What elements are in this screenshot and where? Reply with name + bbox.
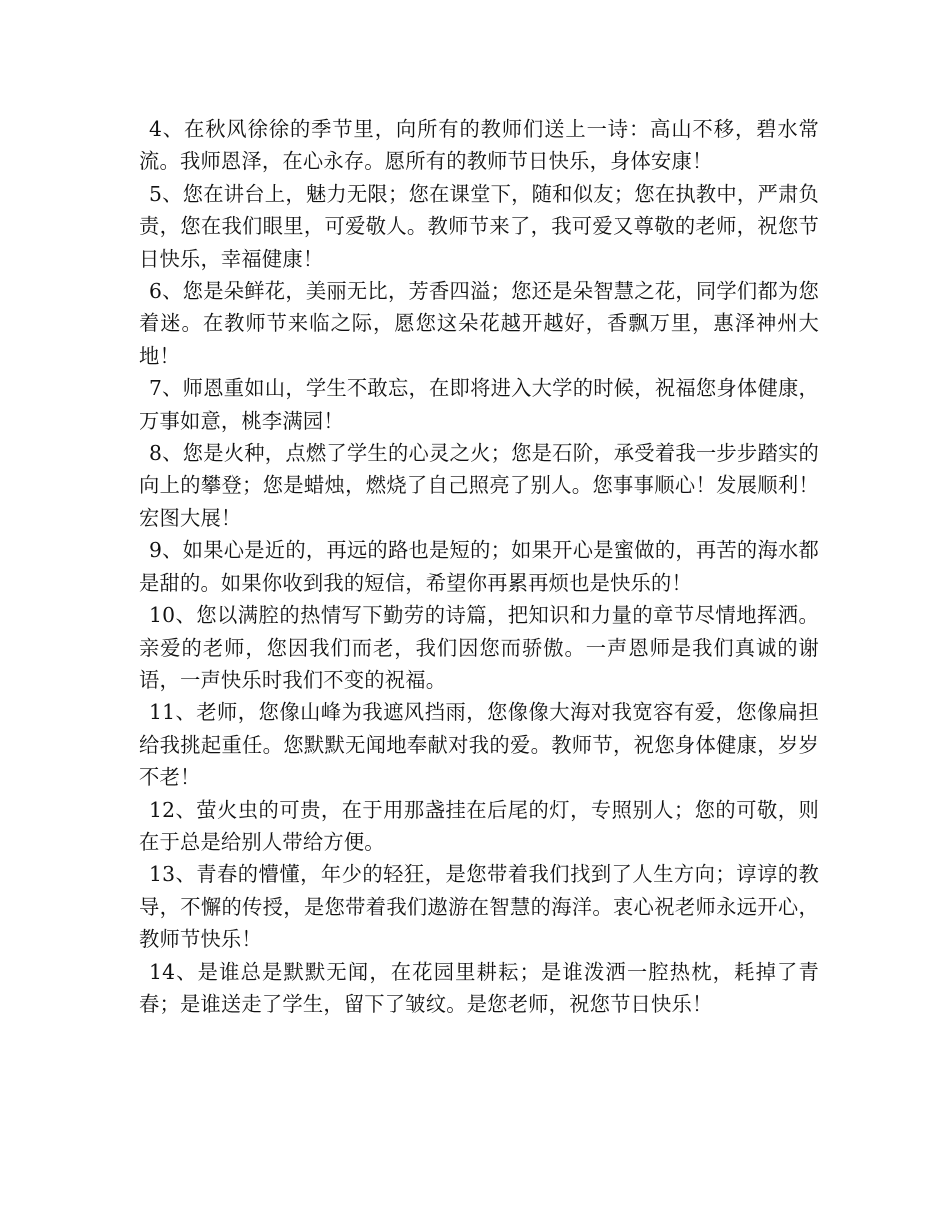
paragraph-10: 10、您以满腔的热情写下勤劳的诗篇，把知识和力量的章节尽情地挥洒。亲爱的老师，您因我们而老，我们因您而骄傲。一声恩师是我们真诚的谢语，一声快乐时我们不变的祝福。 [139, 603, 819, 692]
paragraph-13: 13、青春的懵懂，年少的轻狂，是您带着我们找到了人生方向；谆谆的教导，不懈的传授，是您带着我们遨游在智慧的海洋。衷心祝老师永远开心，教师节快乐！ [139, 862, 819, 952]
paragraph-14: 14、是谁总是默默无闻，在花园里耕耘；是谁泼洒一腔热枕，耗掉了青春；是谁送走了学生，留下了皱纹。是您老师，祝您节日快乐！ [139, 959, 819, 1016]
paragraph-9: 9、如果心是近的，再远的路也是短的；如果开心是蜜做的，再苦的海水都是甜的。如果你收到我的短信，希望你再累再烦也是快乐的！ [139, 538, 819, 595]
paragraph-11: 11、老师，您像山峰为我遮风挡雨，您像像大海对我宽容有爱，您像扁担给我挑起重任。您默默无闻地奉献对我的爱。教师节，祝您身体健康，岁岁不老！ [139, 700, 819, 790]
paragraph-5: 5、您在讲台上，魅力无限；您在课堂下，随和似友；您在执教中，严肃负责，您在我们眼里，可爱敬人。教师节来了，我可爱又尊敬的老师，祝您节日快乐，幸福健康！ [139, 181, 819, 271]
document-body [139, 113, 819, 1020]
paragraph-4: 4、在秋风徐徐的季节里，向所有的教师们送上一诗：高山不移，碧水常流。我师恩泽，在心永存。愿所有的教师节日快乐，身体安康！ [139, 117, 819, 174]
paragraph-7: 7、师恩重如山，学生不敢忘，在即将进入大学的时候，祝福您身体健康，万事如意，桃李满园！ [139, 376, 819, 433]
paragraph-12: 12、萤火虫的可贵，在于用那盏挂在后尾的灯，专照别人；您的可敬，则在于总是给别人带给方便。 [139, 797, 819, 854]
paragraph-6: 6、您是朵鲜花，美丽无比，芳香四溢；您还是朵智慧之花，同学们都为您着迷。在教师节来临之际，愿您这朵花越开越好，香飘万里，惠泽神州大地！ [139, 279, 819, 368]
paragraph-8: 8、您是火种，点燃了学生的心灵之火；您是石阶，承受着我一步步踏实的向上的攀登；您是蜡烛，燃烧了自己照亮了别人。您事事顺心！发展顺利！宏图大展！ [139, 441, 819, 530]
